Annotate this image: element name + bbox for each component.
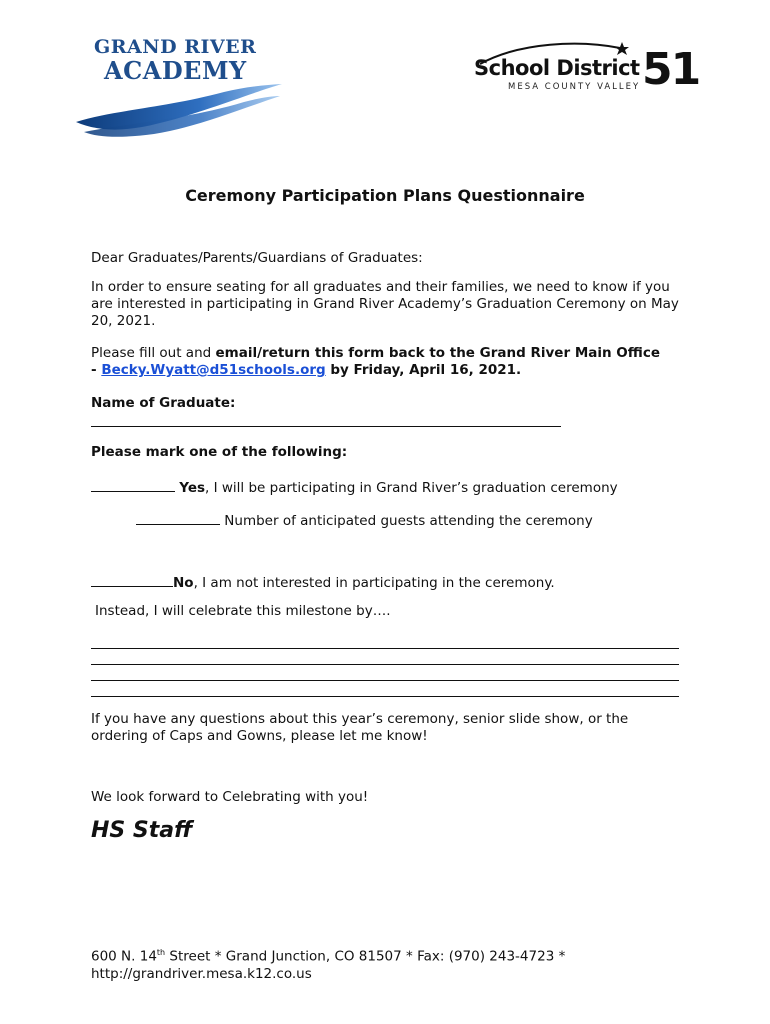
instructions-prefix: Please fill out and xyxy=(91,345,216,361)
email-link[interactable]: Becky.Wyatt@d51schools.org xyxy=(101,362,326,378)
guests-line xyxy=(136,511,736,530)
instead-text: Instead, I will celebrate this milestone by…. xyxy=(95,603,391,619)
logo-district-number: 51 xyxy=(642,44,700,95)
instructions-deadline: by Friday, April 16, 2021. xyxy=(325,362,522,378)
instructions-paragraph xyxy=(91,345,691,379)
footer-address-post: Street * Grand Junction, CO 81507 * Fax: (970) 243-4723 * xyxy=(165,948,566,965)
mark-one-label: Please mark one of the following: xyxy=(91,444,348,460)
yes-keyword: Yes xyxy=(179,480,206,496)
no-blank[interactable] xyxy=(91,573,173,587)
name-of-graduate-label: Name of Graduate: xyxy=(91,395,236,411)
celebration-line-1[interactable] xyxy=(91,648,679,649)
logo-line2: ACADEMY xyxy=(104,56,247,85)
yes-text: , I will be participating in Grand River’s graduation ceremony xyxy=(205,480,618,496)
grand-river-academy-logo xyxy=(74,30,284,140)
intro-paragraph: In order to ensure seating for all graduates and their families, we need to know if you are interested in participating in Grand River Academy’s Graduation Ceremony on May 20, 2021. xyxy=(91,279,679,329)
footer-url: http://grandriver.mesa.k12.co.us xyxy=(91,965,312,982)
signature: HS Staff xyxy=(91,818,193,843)
yes-option xyxy=(91,478,691,497)
logo-district-name: School District xyxy=(474,56,640,80)
no-text: , I am not interested in participating in the ceremony. xyxy=(193,575,555,591)
swoosh-icon xyxy=(74,82,284,140)
no-option xyxy=(91,573,691,592)
logo-line1: GRAND RIVER xyxy=(94,36,257,58)
questions-paragraph: If you have any questions about this year’s ceremony, senior slide show, or the ordering of Caps and Gowns, please let me know! xyxy=(91,711,629,744)
no-keyword: No xyxy=(173,575,194,591)
yes-blank[interactable] xyxy=(91,478,175,492)
footer-address xyxy=(91,944,691,983)
celebration-line-3[interactable] xyxy=(91,680,679,681)
guests-blank[interactable] xyxy=(136,511,220,525)
celebration-line-2[interactable] xyxy=(91,664,679,665)
instructions-dash: - xyxy=(91,362,102,378)
footer-address-sup: th xyxy=(156,948,166,957)
salutation: Dear Graduates/Parents/Guardians of Graduates: xyxy=(91,250,423,266)
footer-address-pre: 600 N. 14 xyxy=(91,948,157,965)
school-district-51-logo xyxy=(470,38,700,102)
closing-text: We look forward to Celebrating with you! xyxy=(91,789,369,805)
guests-text: Number of anticipated guests attending the ceremony xyxy=(224,513,593,529)
logo-district-subtitle: MESA COUNTY VALLEY xyxy=(508,82,641,92)
instructions-bold: email/return this form back to the Grand River Main Office xyxy=(215,345,660,361)
name-of-graduate-field[interactable] xyxy=(91,426,561,427)
page-title: Ceremony Participation Plans Questionnaire xyxy=(185,186,585,205)
celebration-line-4[interactable] xyxy=(91,696,679,697)
